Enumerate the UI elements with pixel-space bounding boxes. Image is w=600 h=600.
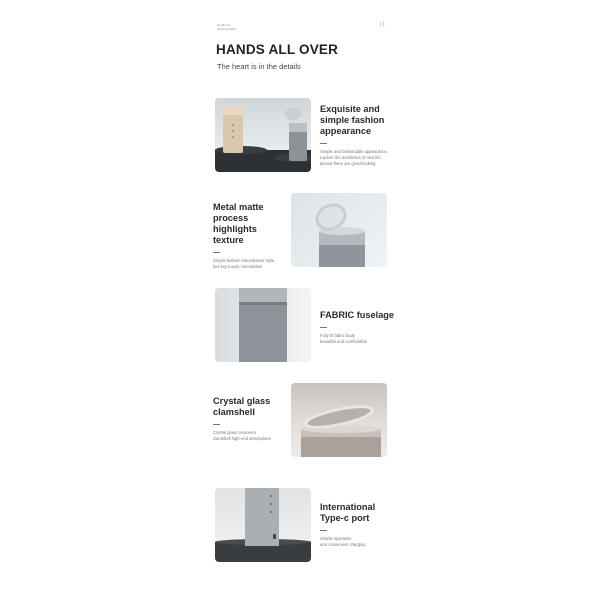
section-description: [213, 258, 293, 270]
section-title: [320, 502, 400, 524]
page-number: | 1: [379, 22, 385, 28]
desc-line: and convenient charging: [320, 542, 366, 548]
divider: [213, 424, 220, 425]
page-title: HANDS ALL OVER: [216, 42, 339, 57]
divider: [320, 530, 327, 531]
section-title: [320, 310, 400, 321]
title-line: texture: [213, 235, 244, 245]
desc-line: beautiful and comfortable: [320, 339, 368, 345]
divider: [320, 327, 327, 328]
desc-line: explore the aesthetics of new life,: [320, 155, 382, 161]
product-photo-glass-clamshell: [291, 383, 387, 457]
section-metal-texture: [213, 202, 293, 270]
title-line: FABRIC fuselage: [320, 310, 395, 320]
title-line: International: [320, 502, 376, 512]
section-description: [213, 430, 293, 442]
product-photo-appearance: [215, 98, 311, 172]
title-line: Type-c port: [320, 513, 370, 523]
section-title: [213, 202, 293, 246]
title-line: process highlights: [213, 213, 257, 234]
title-line: simple fashion: [320, 115, 385, 125]
product-detail-page: [205, 18, 397, 578]
page-subtitle: The heart is in the details: [217, 62, 301, 71]
section-appearance: [320, 104, 400, 168]
title-line: Crystal glass: [213, 396, 271, 406]
desc-line: placed there are good-looking: [320, 161, 376, 167]
section-description: [320, 536, 400, 548]
section-fabric: [320, 310, 400, 345]
desc-line: Simple operation: [320, 536, 352, 541]
desc-line: Crystal glass ornament: [213, 430, 256, 435]
brand-line-2: fresh and light: [217, 27, 236, 31]
section-crystal-glass: [213, 396, 293, 442]
section-description: [320, 333, 400, 345]
desc-line: Simple fashion international style,: [213, 258, 276, 263]
desc-line: Fully fit fabric body: [320, 333, 355, 338]
section-title: [213, 396, 293, 418]
desc-line: low-key luxury connotation: [213, 264, 263, 270]
title-line: appearance: [320, 126, 372, 136]
product-photo-fabric: [215, 288, 311, 362]
brand-mark: [217, 23, 257, 31]
section-type-c: [320, 502, 400, 548]
section-title: [320, 104, 400, 137]
product-photo-metal-lid: [291, 193, 387, 267]
title-line: Metal matte: [213, 202, 264, 212]
desc-line: clamshell high-end atmosphere: [213, 436, 272, 442]
divider: [320, 143, 327, 144]
title-line: clamshell: [213, 407, 255, 417]
section-description: [320, 149, 400, 168]
desc-line: Simple and fashionable appearance,: [320, 149, 388, 154]
divider: [213, 252, 220, 253]
title-line: Exquisite and: [320, 104, 380, 114]
brand-line-1: Nordic air: [217, 23, 230, 27]
product-photo-type-c-port: [215, 488, 311, 562]
